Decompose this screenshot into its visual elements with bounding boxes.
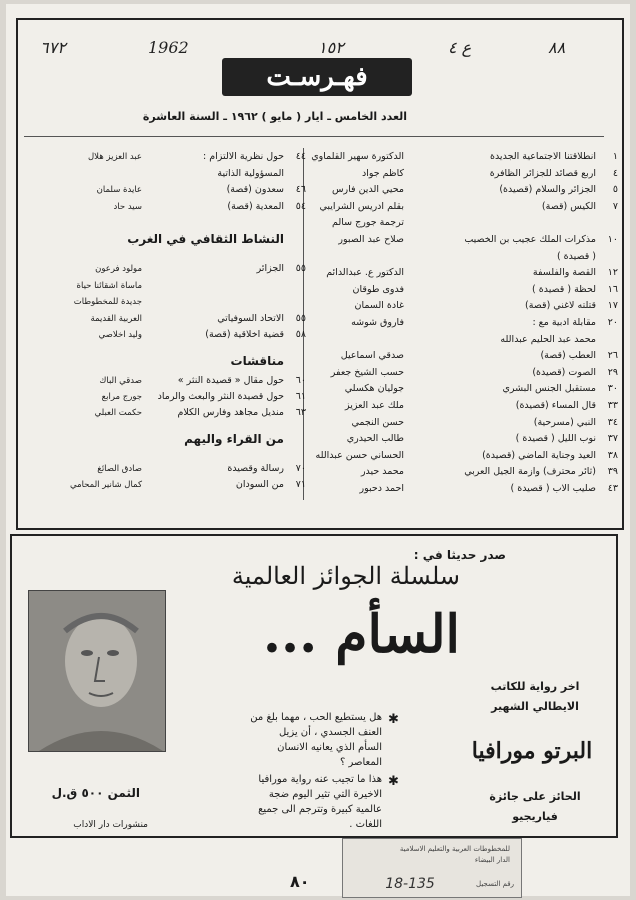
contents-entry-page-number	[284, 167, 306, 181]
contents-entry-page-number	[596, 216, 618, 230]
contents-entry-page-number: ٦٣	[295, 407, 306, 418]
contents-entry-author: ملك عبد العزيز	[344, 400, 404, 411]
contents-entry-author: صدقي اسماعيل	[340, 350, 404, 362]
contents-entry-author: عبد العزيز هلال	[87, 152, 142, 162]
contents-entry-title	[411, 216, 596, 230]
contents-entry-page-number: ٣٨	[607, 449, 618, 461]
contents-entry-title	[144, 279, 284, 293]
contents-entry-title	[144, 295, 284, 309]
contents-entry-page-number: ٥٨	[295, 329, 306, 341]
contents-entry-title: الاتحاد السوفياتي	[217, 312, 284, 324]
contents-entry-title: المسؤولية الذاتية	[217, 167, 284, 179]
ad-blurb-line: العنف الجسدي ، أن يزيل	[278, 727, 382, 738]
contents-entry-title: العطب (قصة)	[540, 350, 596, 362]
contents-entry-title: الصوت (قصيدة)	[532, 366, 596, 378]
ad-price: الثمن ٥٠٠ ق.ل	[51, 786, 140, 800]
contents-entry-author: احمد دحبور	[359, 483, 404, 494]
ad-author-name: البرتو مورافيا	[471, 738, 593, 764]
contents-entry-page-number: ١٠	[607, 234, 618, 245]
contents-entry-author: الحساني حسن عبدالله	[315, 449, 404, 461]
page-number: ٨٠	[290, 872, 310, 891]
ad-blurb-line: هل يستطيع الحب ، مهما بلغ من	[250, 712, 382, 723]
contents-entry-author: حكمت العبلي	[94, 408, 142, 418]
contents-entry-author: وليد اخلاصي	[98, 330, 142, 341]
contents-entry-page-number: ٢٩	[607, 366, 618, 378]
stamp-reg-label: رقم التسجيل	[476, 880, 514, 888]
ad-book-title: السأم ...	[262, 604, 460, 665]
section-heading-readers: من القراء واليهم	[184, 432, 284, 446]
contents-entry-author	[318, 250, 404, 264]
contents-entry-page-number: ٤٦	[295, 184, 306, 196]
ad-blurb-line: هذا ما تجيب عنه رواية مورافيا	[258, 774, 382, 785]
contents-entry-title: حول نظرية الالتزام :	[203, 151, 284, 162]
contents-entry-page-number: ٣٧	[607, 433, 618, 445]
contents-entry-author: ترجمة جورج سالم	[332, 217, 404, 229]
contents-entry-page-number: ١٦	[607, 283, 618, 295]
contents-entry-author: جوليان هكسلي	[344, 383, 404, 395]
contents-entry-author: صلاح عبد الصبور	[338, 234, 404, 245]
contents-entry-author: طالب الحيدري	[346, 433, 404, 445]
contents-entry-title: منديل مجاهد وفارس الكلام	[177, 407, 284, 418]
contents-entry-author: غادة السمان	[354, 300, 404, 312]
contents-entry-page-number: ٥	[612, 184, 618, 196]
contents-entry-author: سيد حاد	[113, 201, 142, 212]
ad-blurb-line: السأم الذي يعانيه الانسان	[277, 742, 382, 753]
contents-entry-author: محيي الدين فارس	[331, 184, 404, 196]
contents-entry-title: مقابلة ادبية مع :	[532, 317, 596, 328]
handwritten-note-3: ١٥٢	[318, 38, 344, 57]
contents-entry-title: قال المساء (قصيدة)	[515, 400, 596, 411]
contents-entry-title: نوب الليل ( قصيدة )	[515, 433, 596, 445]
contents-entry-page-number: ٥٤	[295, 200, 306, 212]
contents-entry-page-number	[284, 279, 306, 293]
contents-entry-author: العربية القديمة	[90, 313, 142, 324]
contents-entry-author: فاروق شوشه	[351, 317, 404, 328]
ad-blurb-line: المعاصر ؟	[340, 757, 382, 768]
contents-entry-title: رسالة وقصيدة	[227, 463, 284, 474]
handwritten-note-2: 1962	[148, 38, 189, 57]
contents-entry-page-number: ٢٠	[607, 317, 618, 328]
contents-entry-author	[318, 333, 404, 347]
contents-entry-page-number: ٥٥	[295, 263, 306, 274]
contents-entry-page-number	[596, 333, 618, 347]
contents-entry-page-number: ١	[612, 151, 618, 162]
stamp-reg-number: 18-135	[385, 876, 435, 892]
contents-entry-page-number: ٤	[612, 167, 618, 179]
contents-entry-page-number: ٤٣	[607, 483, 618, 494]
contents-entry-author: حسن النجمي	[351, 416, 404, 428]
author-portrait-image	[28, 590, 166, 752]
contents-banner-title: فهـرسـت	[222, 58, 412, 96]
issue-line: العدد الخامس ـ ايار ( مايو ) ١٩٦٢ ـ السنة العاشرة	[142, 110, 408, 123]
contents-entry-author: ماساة اشقائنا حياة	[76, 280, 142, 291]
contents-entry-title: مذكرات الملك عجيب بن الخصيب	[464, 234, 596, 245]
contents-entry-title: (ثائر محترف) وازمة الجيل العربي	[464, 466, 596, 478]
ad-publisher: منشورات دار الاداب	[73, 820, 148, 830]
handwritten-note-4: ع ٤	[448, 38, 472, 57]
contents-entry-author: بقلم ادريس الشرايبي	[319, 200, 404, 212]
contents-entry-page-number: ٥٥	[295, 312, 306, 324]
contents-entry-title: النبي (مسرحية)	[533, 416, 596, 428]
contents-entry-page-number: ١٧	[607, 300, 618, 312]
contents-entry-title: سعدون (قصة)	[226, 184, 284, 196]
contents-entry-title: الكيس (قصة)	[541, 200, 596, 212]
contents-entry-author: جورج مرابع	[101, 392, 142, 402]
contents-entry-title: حول قصيدة النثر والبعث والرماد	[157, 391, 284, 402]
contents-entry-page-number: ٣٠	[607, 383, 618, 395]
section-heading-activity: النشاط الثقافي في الغرب	[127, 232, 284, 246]
contents-entry-author: محمد حيدر	[360, 466, 404, 478]
contents-entry-author: صدقي الباك	[99, 376, 142, 386]
stamp-line1: للمخطوطات العربية والتعليم الاسلامية	[399, 845, 510, 853]
contents-entry-title: اربع قصائد للجزائر الظافرة	[489, 167, 596, 179]
contents-entry-title: مستقبل الجنس البشري	[502, 383, 596, 395]
contents-entry-title: محمد عبد الحليم عبدالله	[500, 333, 596, 345]
contents-entry-author: حسب الشيخ جعفر	[330, 366, 404, 378]
contents-entry-title: ( قصيدة )	[556, 250, 596, 262]
contents-entry-page-number: ٧	[612, 200, 618, 212]
contents-entry-page-number: ٧١	[295, 479, 306, 490]
ad-blurb-line: عالمية كبيرة وتترجم الى جميع	[258, 804, 382, 815]
handwritten-note-5: ٨٨	[548, 38, 566, 57]
contents-entry-author: مولود فرعون	[95, 264, 142, 274]
contents-entry-author: فدوى طوقان	[352, 283, 404, 295]
contents-entry-page-number: ٤٤	[295, 151, 306, 162]
contents-entry-author: صادق الصائغ	[97, 464, 142, 474]
contents-entry-page-number	[596, 250, 618, 264]
contents-entry-author: الدكتور ع. عبدالدائم	[326, 267, 404, 279]
contents-entry-title: لحظة ( قصيدة )	[532, 283, 596, 295]
contents-entry-title: قتلته لاغني (قصة)	[524, 300, 596, 312]
contents-entry-page-number: ٦٠	[295, 375, 306, 386]
contents-entry-author: جديدة للمخطوطات	[73, 297, 142, 308]
contents-entry-author: كاظم جواد	[362, 167, 404, 179]
bullet-star-icon: ✱	[388, 712, 399, 727]
contents-entry-page-number: ٣٣	[607, 400, 618, 411]
contents-entry-author: عايدة سلمان	[96, 185, 142, 196]
contents-entry-page-number	[284, 295, 306, 309]
header-divider	[24, 136, 604, 137]
contents-entry-page-number: ١٢	[607, 267, 618, 279]
contents-entry-page-number: ٢٦	[607, 350, 618, 362]
ad-last-novel-line1: اخر رواية للكاتب	[490, 680, 580, 693]
ad-blurb-line: اللغات .	[349, 819, 382, 830]
contents-entry-page-number: ٦١	[295, 391, 306, 402]
contents-entry-title: انطلاقتنا الاجتماعية الجديدة	[489, 151, 596, 162]
contents-entry-title: الجزائر	[256, 263, 284, 274]
contents-entry-title: قضية اخلاقية (قصة)	[205, 329, 284, 341]
contents-entry-author	[30, 167, 142, 181]
contents-entry-title: حول مقال « قصيدة النثر »	[177, 375, 284, 386]
ad-recent-label: صدر حديثا في :	[413, 548, 506, 562]
contents-entry-title: العيد وجناية الماضي (قصيدة)	[482, 449, 596, 461]
contents-entry-title: الجزائر والسلام (قصيدة)	[499, 184, 596, 196]
contents-entry-page-number: ٣٩	[607, 466, 618, 478]
contents-entry-title: من السودان	[235, 479, 284, 490]
ad-prize-line2: فياريجيو	[512, 810, 558, 823]
ad-last-novel-line2: الايطالي الشهير	[491, 700, 579, 713]
ad-series-title: سلسلة الجوائز العالمية	[231, 562, 460, 590]
ad-prize-line1: الحائز على جائزة	[489, 790, 581, 803]
ad-blurb-line: الاخيرة التي تثير اليوم ضجة	[268, 789, 382, 800]
stamp-line2: الدار البيضاء	[474, 856, 510, 864]
portrait-sketch-icon	[29, 591, 165, 751]
contents-entry-title: صليب الاب ( قصيدة )	[510, 483, 596, 494]
bullet-star-icon: ✱	[388, 774, 399, 789]
handwritten-note-1: ٦٧٢	[40, 38, 66, 57]
contents-entry-page-number: ٧٠	[295, 463, 306, 474]
contents-entry-page-number: ٣٤	[607, 416, 618, 428]
contents-entry-author: كمال شانير المحامي	[69, 480, 142, 490]
contents-entry-title: المعدية (قصة)	[227, 200, 284, 212]
contents-entry-author: الدكتورة سهير القلماوي	[311, 151, 404, 162]
section-heading-debates: مناقشات	[230, 354, 284, 368]
contents-entry-title: القصة والفلسفة	[532, 267, 596, 279]
